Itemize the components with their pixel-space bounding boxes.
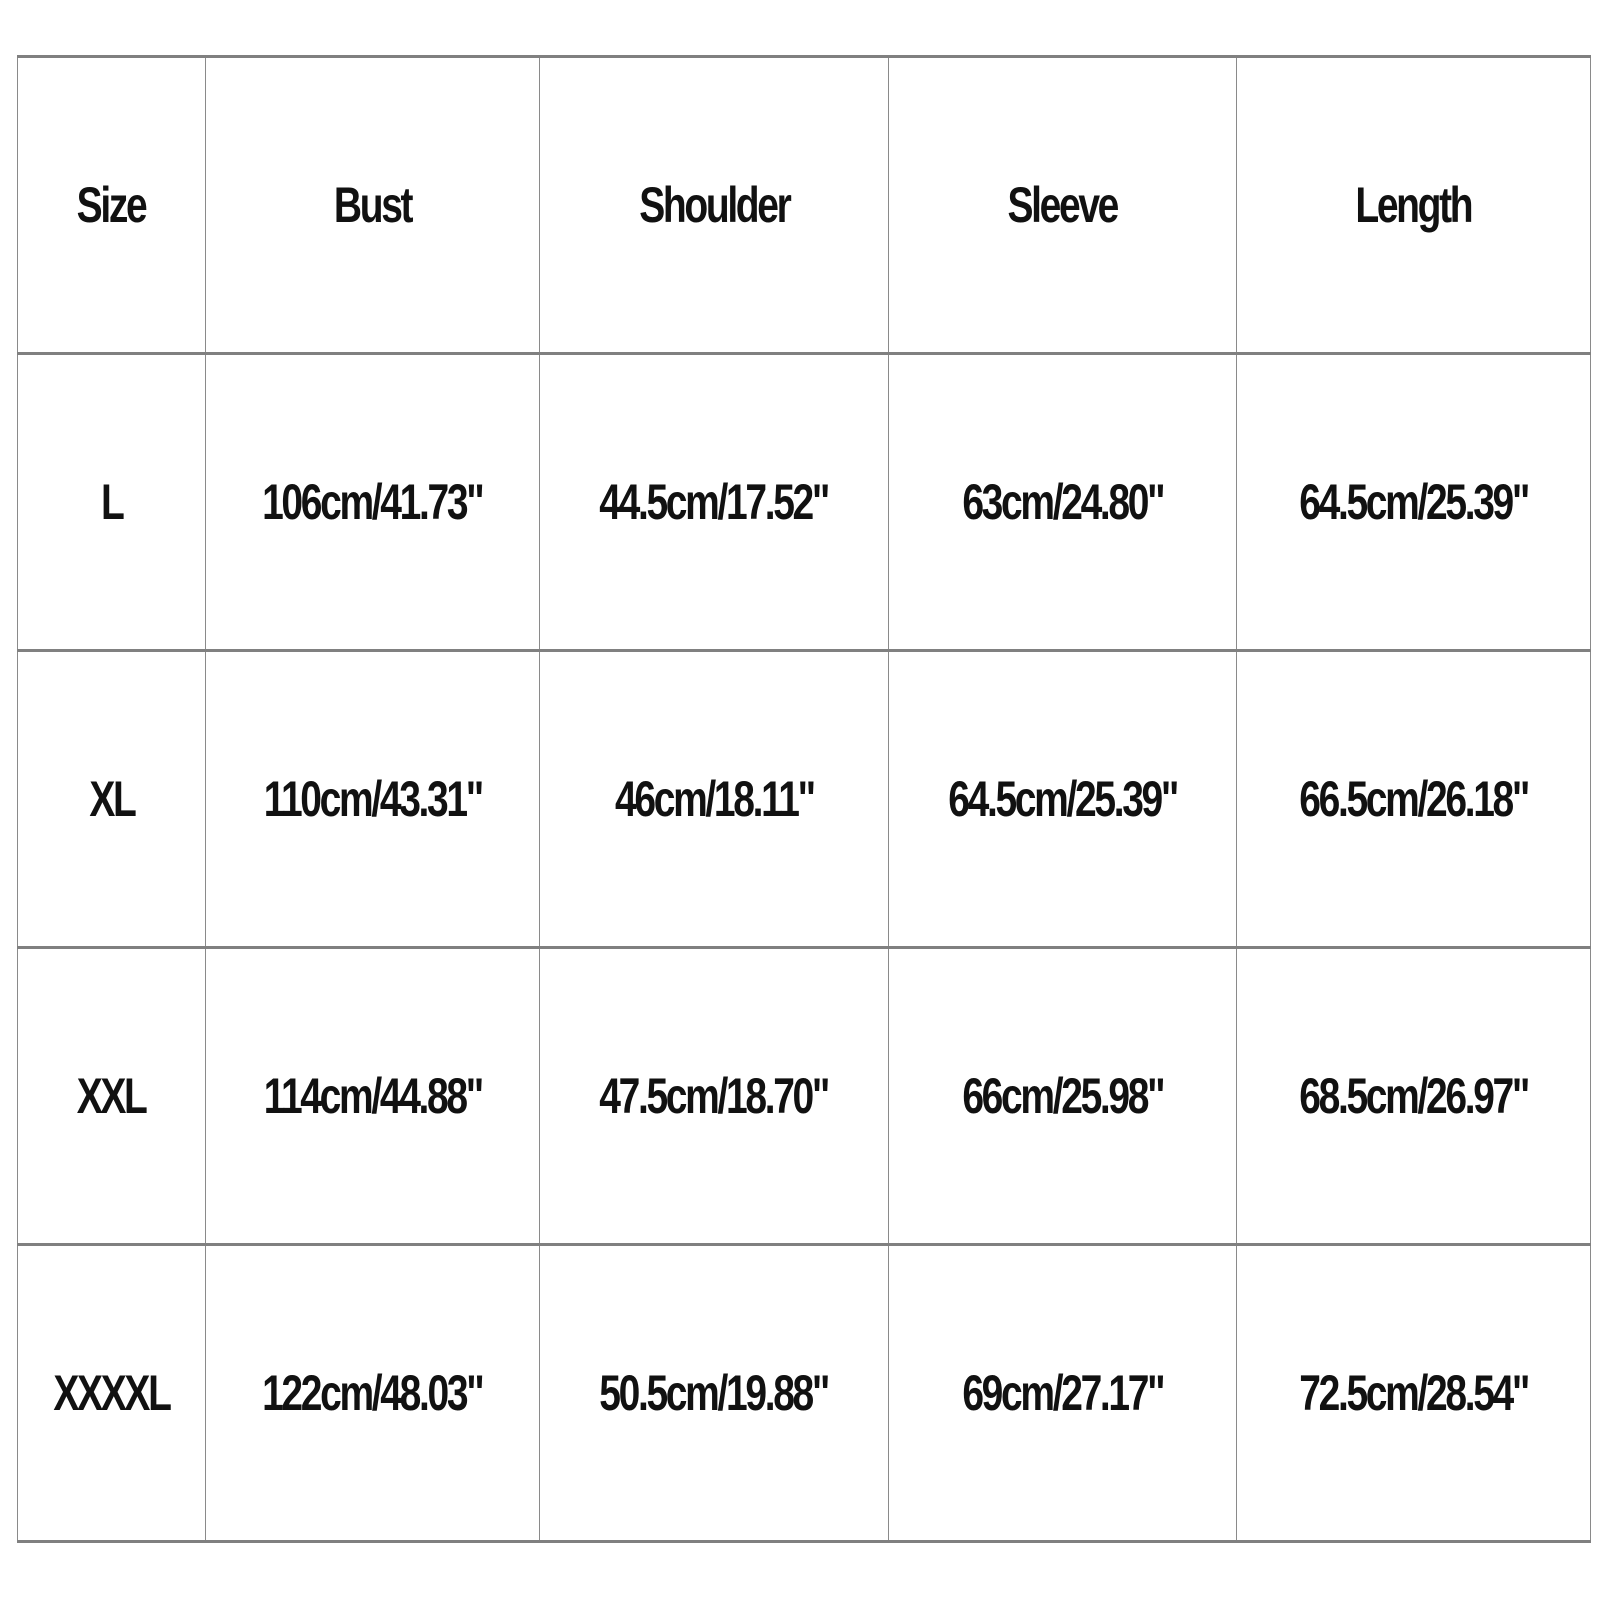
length-cell: 64.5cm/25.39" [1237, 354, 1591, 651]
size-chart-table [17, 55, 1591, 1543]
header-size: Size [18, 57, 206, 354]
size-cell: XL [18, 651, 206, 948]
shoulder-cell: 44.5cm/17.52" [540, 354, 889, 651]
table-row [18, 1245, 1591, 1542]
sleeve-cell: 64.5cm/25.39" [889, 651, 1237, 948]
header-bust: Bust [206, 57, 540, 354]
size-cell: XXXXL [18, 1245, 206, 1542]
shoulder-cell: 47.5cm/18.70" [540, 948, 889, 1245]
header-row [18, 57, 1591, 354]
sleeve-cell: 66cm/25.98" [889, 948, 1237, 1245]
length-cell: 72.5cm/28.54" [1237, 1245, 1591, 1542]
table-row [18, 354, 1591, 651]
sleeve-cell: 69cm/27.17" [889, 1245, 1237, 1542]
bust-cell: 122cm/48.03" [206, 1245, 540, 1542]
shoulder-cell: 50.5cm/19.88" [540, 1245, 889, 1542]
size-cell: XXL [18, 948, 206, 1245]
length-cell: 66.5cm/26.18" [1237, 651, 1591, 948]
table-row [18, 948, 1591, 1245]
bust-cell: 110cm/43.31" [206, 651, 540, 948]
shoulder-cell: 46cm/18.11" [540, 651, 889, 948]
header-length: Length [1237, 57, 1591, 354]
size-cell: L [18, 354, 206, 651]
header-sleeve: Sleeve [889, 57, 1237, 354]
length-cell: 68.5cm/26.97" [1237, 948, 1591, 1245]
header-shoulder: Shoulder [540, 57, 889, 354]
bust-cell: 114cm/44.88" [206, 948, 540, 1245]
sleeve-cell: 63cm/24.80" [889, 354, 1237, 651]
table-row [18, 651, 1591, 948]
bust-cell: 106cm/41.73" [206, 354, 540, 651]
